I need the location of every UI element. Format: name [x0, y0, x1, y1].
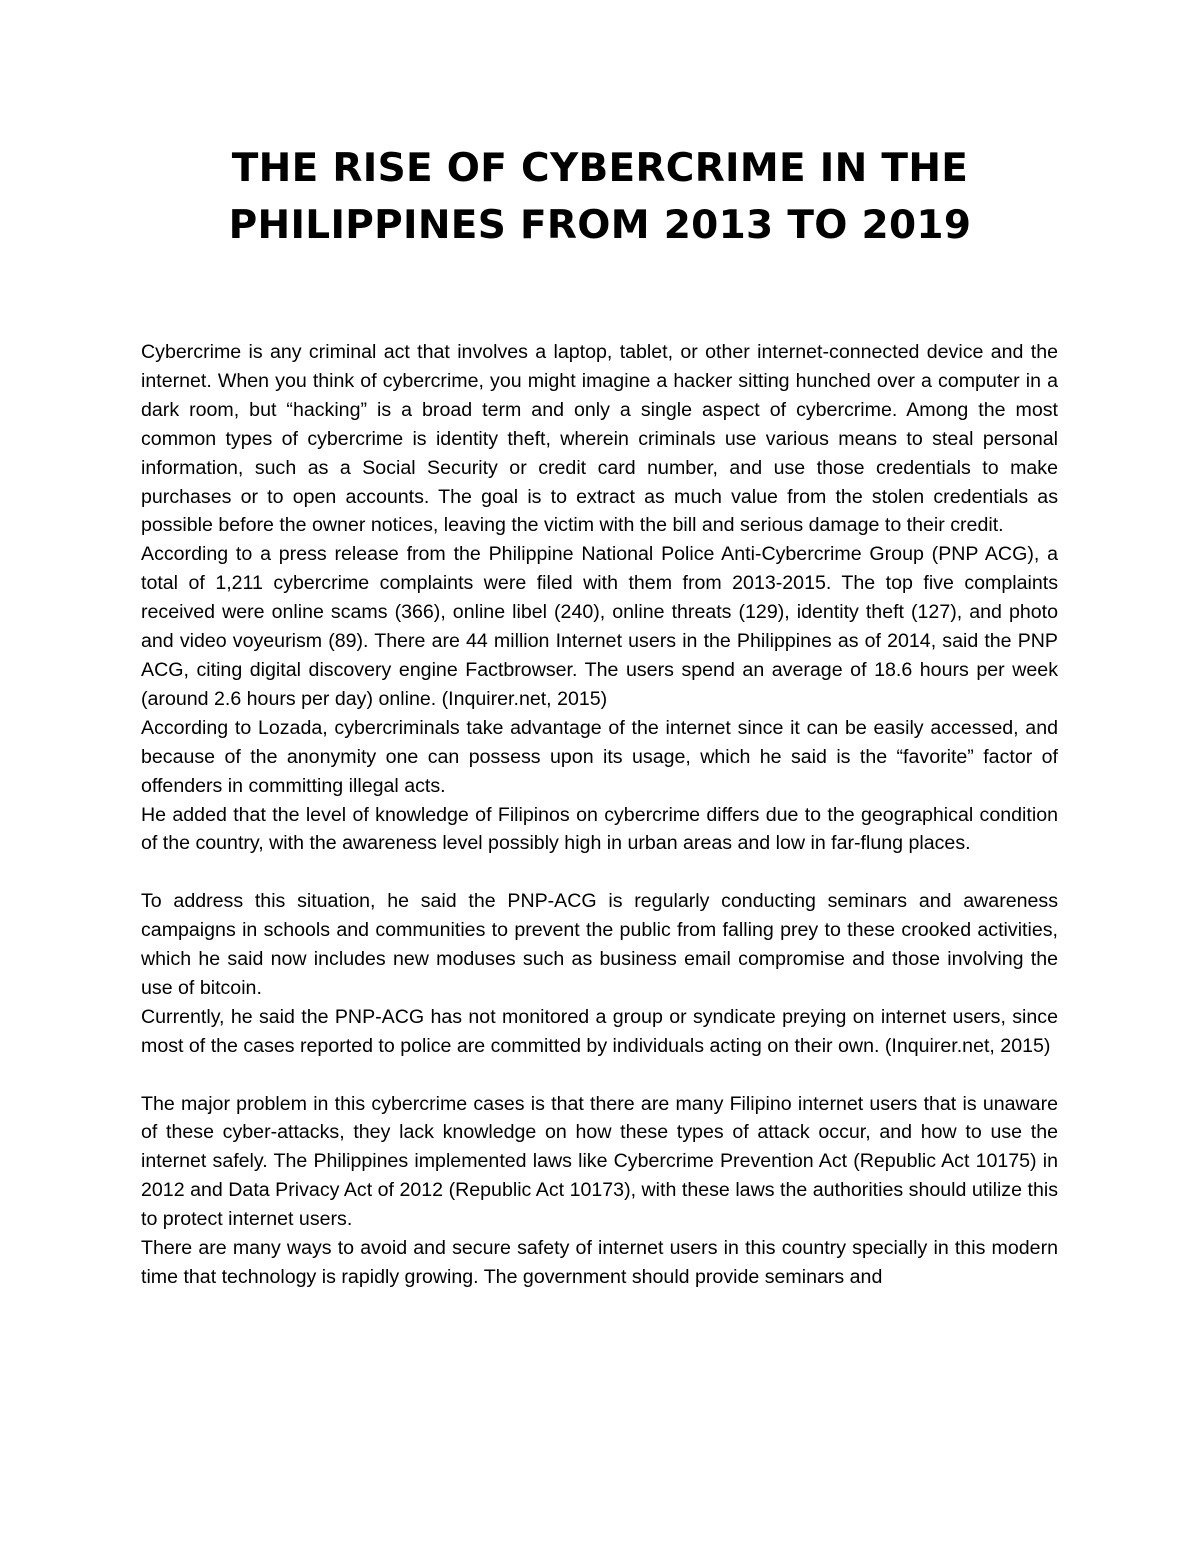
paragraph-awareness-geography: He added that the level of knowledge of Filipinos on cybercrime differs due to the geographical condition of the country, with the awareness level possibly high in urban areas and low in far-flung places.	[141, 803, 1058, 855]
paragraph-pnp-acg-statistics: According to a press release from the Philippine National Police Anti-Cybercrime Group (PNP ACG), a total of 1,211 cybercrime complaints were filed with them from 2013-2015. The top five complaints received were online scams (366), online libel (240), online threats (129), identity theft (127), and photo and video voyeurism (89). There are 44 million Internet users in the Philippines as of 2014, said the PNP ACG, citing digital discovery engine Factbrowser. The users spend an average of 18.6 hours per week (around 2.6 hours per day) online. (Inquirer.net, 2015)	[141, 543, 1058, 710]
paragraph-no-syndicate: Currently, he said the PNP-ACG has not monitored a group or syndicate preying on internet users, since most of the cases reported to police are committed by individuals acting on their own. (Inquirer.net, 2015)	[141, 1005, 1058, 1057]
document-title: THE RISE OF CYBERCRIME IN THE PHILIPPINES FROM 2013 TO 2019	[228, 146, 972, 248]
paragraph-major-problem: The major problem in this cybercrime cases is that there are many Filipino internet users that is unaware of these cyber-attacks, they lack knowledge on how these types of attack occur, and how to use the internet safely. The Philippines implemented laws like Cybercrime Prevention Act (Republic Act 10175) in 2012 and Data Privacy Act of 2012 (Republic Act 10173), with these laws the authorities should utilize this to protect internet users.	[141, 1092, 1058, 1231]
paragraph-ways-to-secure: There are many ways to avoid and secure safety of internet users in this country specially in this modern time that technology is rapidly growing. The government should provide seminars and	[141, 1237, 1058, 1288]
paragraph-spacer	[141, 1061, 1058, 1090]
paragraph-lozada-anonymity: According to Lozada, cybercriminals take advantage of the internet since it can be easily accessed, and because of the anonymity one can possess upon its usage, which he said is the “favorite” factor of offenders in committing illegal acts.	[141, 716, 1058, 797]
paragraph-seminars-campaigns: To address this situation, he said the PNP-ACG is regularly conducting seminars and awareness campaigns in schools and communities to prevent the public from falling prey to these crooked activities, which he said now includes new moduses such as business email compromise and those involving the use of bitcoin.	[141, 890, 1058, 999]
paragraph-cybercrime-definition: Cybercrime is any criminal act that involves a laptop, tablet, or other internet-connected device and the internet. When you think of cybercrime, you might imagine a hacker sitting hunched over a computer in a dark room, but “hacking” is a broad term and only a single aspect of cybercrime. Among the most common types of cybercrime is identity theft, wherein criminals use various means to steal personal information, such as a Social Security or credit card number, and use those credentials to make purchases or to open accounts. The goal is to extract as much value from the stolen credentials as possible before the owner notices, leaving the victim with the bill and serious damage to their credit.	[141, 341, 1058, 537]
paragraph-spacer	[141, 858, 1058, 887]
document-body	[141, 338, 1058, 1292]
